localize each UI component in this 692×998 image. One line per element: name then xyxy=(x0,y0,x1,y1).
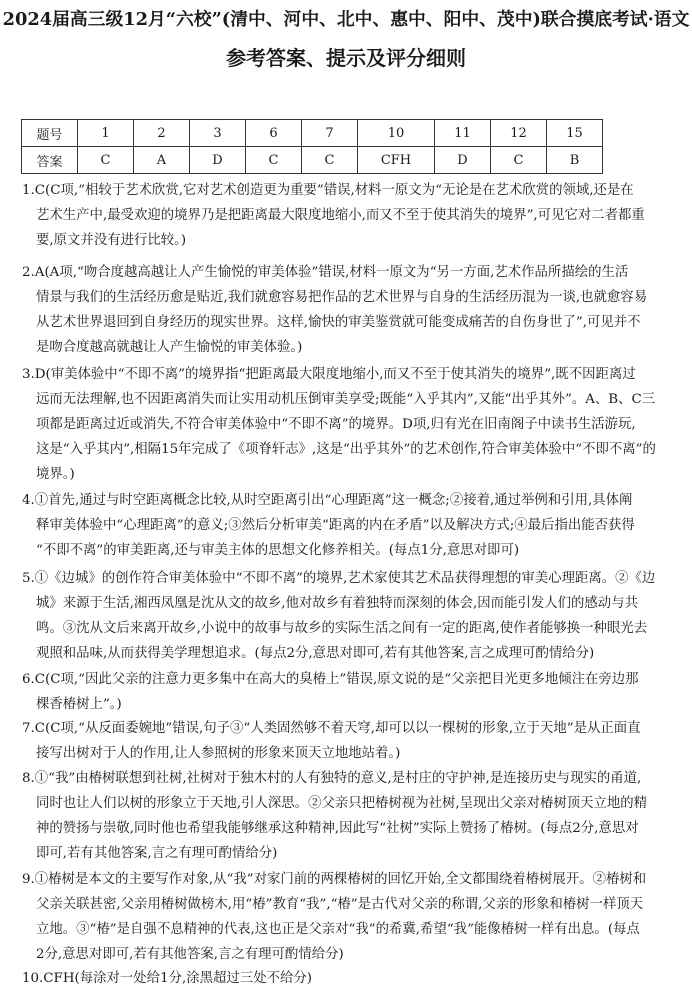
answer-item-3 xyxy=(22,362,682,487)
answer-table xyxy=(21,119,603,174)
answer-cell: CFH xyxy=(358,147,435,174)
question-number-cell: 2 xyxy=(134,120,190,147)
question-number-cell: 3 xyxy=(190,120,246,147)
answer-line: 情景与我们的生活经历愈是贴近,我们就愈容易把作品的艺术世界与自身的生活经历混为一谈,也就愈容易 xyxy=(36,290,648,305)
answer-line: 4.①首先,通过与时空距离概念比较,从时空距离引出“心理距离”这一概念;②接着,通过举例和引用,具体阐 xyxy=(22,493,633,508)
question-number-cell: 10 xyxy=(358,120,435,147)
answer-cell: C xyxy=(246,147,302,174)
answer-line: 2分,意思对即可,若有其他答案,言之有理可酌情给分) xyxy=(36,947,344,962)
answer-cell: C xyxy=(78,147,134,174)
answer-line: 8.①“我”由椿树联想到社树,社树对于独木村的人有独特的意义,是村庄的守护神,是连接历史与现实的甬道, xyxy=(22,771,642,786)
answer-line: 1.C(C项,“相较于艺术欣赏,它对艺术创造更为重要”错误,材料一原文为“无论是在艺术欣赏的领域,还是在 xyxy=(22,183,634,198)
answer-line: 艺术生产中,最受欢迎的境界乃是把距离最大限度地缩小,而又不至于使其消失的境界”,可见它对二者都重 xyxy=(36,208,645,223)
answer-line: 即可,若有其他答案,言之有理可酌情给分) xyxy=(36,846,278,861)
answer-item-7 xyxy=(22,716,682,766)
answer-cell: B xyxy=(547,147,603,174)
answer-line: 5.①《边城》的创作符合审美体验中“不即不离”的境界,艺术家使其艺术品获得理想的审美心理距离。②《边 xyxy=(22,571,656,586)
answer-item-6 xyxy=(22,667,682,717)
answer-line: 释审美体验中“心理距离”的意义;③然后分析审美“距离的内在矛盾”以及解决方式;④最后指出能否获得 xyxy=(36,518,635,533)
answer-line: 6.C(C项,“因此父亲的注意力更多集中在高大的臭椿上”错误,原文说的是“父亲把目光更多地倾注在旁边那 xyxy=(22,672,639,687)
question-number-cell: 7 xyxy=(302,120,358,147)
answer-cell: C xyxy=(302,147,358,174)
answer-line: 项都是距离过近或消失,不符合审美体验中“不即不离”的境界。D项,归有光在旧南阁子中读书生活游玩, xyxy=(36,417,636,432)
answer-item-4 xyxy=(22,488,682,563)
document-subtitle: 参考答案、提示及评分细则 xyxy=(226,46,466,70)
answer-line: 鸣。③沈从文后来离开故乡,小说中的故事与故乡的实际生活之间有一定的距离,使作者能够换一种眼光去 xyxy=(36,621,648,636)
document-title: 2024届高三级12月“六校”(清中、河中、北中、惠中、阳中、茂中)联合摸底考试·语文 xyxy=(2,9,690,30)
answer-table-header-row xyxy=(22,120,603,147)
answer-line: 9.①椿树是本文的主要写作对象,从“我”对家门前的两棵椿树的回忆开始,全文都围绕着椿树展开。②椿树和 xyxy=(22,872,647,887)
answer-cell: D xyxy=(435,147,491,174)
answer-line: 7.C(C项,“从反面委婉地”错误,句子③“人类固然够不着天穹,却可以以一棵树的形象,立于天地”是从正面直 xyxy=(22,721,641,736)
question-number-cell: 1 xyxy=(78,120,134,147)
question-number-cell: 6 xyxy=(246,120,302,147)
answer-line: 要,原文并没有进行比较。) xyxy=(36,233,187,248)
answer-cell: C xyxy=(491,147,547,174)
answer-cell: A xyxy=(134,147,190,174)
answer-line: 城》来源于生活,湘西凤凰是沈从文的故乡,他对故乡有着独特而深刻的体会,因而能引发人们的感动与共 xyxy=(36,596,638,611)
question-number-cell: 12 xyxy=(491,120,547,147)
answer-item-9 xyxy=(22,867,682,967)
answer-line: 同时也让人们以树的形象立于天地,引人深思。②父亲只把椿树视为社树,呈现出父亲对椿树顶天立地的精 xyxy=(36,796,648,811)
question-number-label: 题号 xyxy=(22,120,78,147)
answer-item-2 xyxy=(22,260,682,360)
answer-line: 境界。) xyxy=(36,467,75,482)
answer-item-5 xyxy=(22,566,682,666)
answer-line: 立地。③“椿”是自强不息精神的代表,这也正是父亲对“我”的希冀,希望“我”能像椿树一样有出息。(每点 xyxy=(36,922,640,937)
answer-line: 10.CFH(每涂对一处给1分,涂黑超过三处不给分) xyxy=(22,971,312,986)
answer-line: 远而无法理解,也不因距离消失而让实用动机压倒审美享受;既能“入乎其内”,又能“出乎其外”。A、B、C三 xyxy=(36,392,656,407)
answer-line: 神的赞扬与崇敬,同时他也希望我能够继承这种精神,因此写“社树”实际上赞扬了椿树。(每点2分,意思对 xyxy=(36,821,639,836)
answer-line: 从艺术世界退回到自身经历的现实世界。这样,愉快的审美鉴赏就可能变成痛苦的自伤身世了”,可见并不 xyxy=(36,315,641,330)
answer-item-10 xyxy=(22,966,682,991)
answer-line: 观照和品味,从而获得美学理想追求。(每点2分,意思对即可,若有其他答案,言之成理可酌情给分) xyxy=(36,646,595,661)
answer-line: 父亲关联甚密,父亲用椿树做榜木,用“椿”教育“我”,“椿”是古代对父亲的称谓,父亲的形象和椿树一样顶天 xyxy=(36,897,644,912)
answer-item-8 xyxy=(22,766,682,866)
answer-line: 3.D(审美体验中“不即不离”的境界指“把距离最大限度地缩小,而又不至于使其消失的境界”,既不因距离过 xyxy=(22,367,636,382)
question-number-cell: 11 xyxy=(435,120,491,147)
answer-line: 这是“入乎其内”,相隔15年完成了《项脊轩志》,这是“出乎其外”的艺术创作,符合审美体验中“不即不离”的 xyxy=(36,442,656,457)
answer-table-answer-row xyxy=(22,147,603,174)
question-number-cell: 15 xyxy=(547,120,603,147)
answer-cell: D xyxy=(190,147,246,174)
answer-line: 棵香椿树上”。) xyxy=(36,697,122,712)
answer-line: “不即不离”的审美距离,还与审美主体的思想文化修养相关。(每点1分,意思对即可) xyxy=(36,543,520,558)
answer-line: 是吻合度越高就越让人产生愉悦的审美体验。) xyxy=(36,340,303,355)
answer-line: 2.A(A项,“吻合度越高越让人产生愉悦的审美体验”错误,材料一原文为“另一方面,艺术作品所描绘的生活 xyxy=(22,265,629,280)
answer-item-1 xyxy=(22,178,682,253)
answer-line: 接写出树对于人的作用,让人参照树的形象来顶天立地地站着。) xyxy=(36,746,401,761)
answer-label: 答案 xyxy=(22,147,78,174)
